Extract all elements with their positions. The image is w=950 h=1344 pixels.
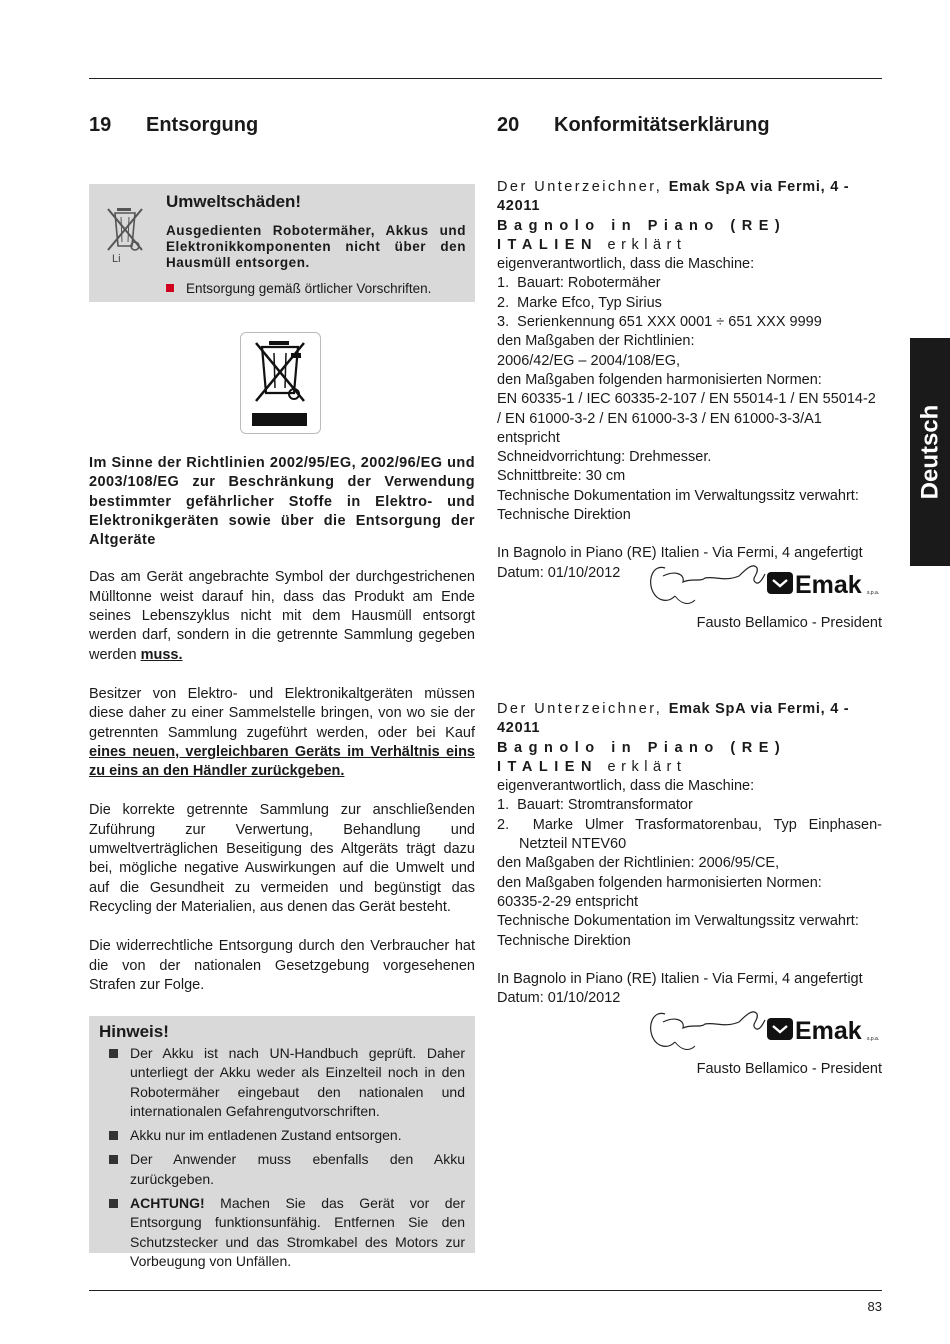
square-bullet-icon	[109, 1049, 118, 1058]
svg-text:s.p.a.: s.p.a.	[867, 1036, 880, 1042]
declaration-intro: Der Unterzeichner, Emak SpA via Fermi, 4 - 42011 Bagnolo in Piano (RE) ITALIEN erklärt	[497, 179, 850, 253]
paragraph-symbol: Das am Gerät angebrachte Symbol der durchgestrichenen Mülltonne weist darauf hin, dass das Produkt am Ende seines Lebenszyklus nicht mit dem Hausmüll entsorgt werden darf, sondern in die getrennte Sammlung gegeben werden muss.	[89, 569, 475, 663]
signature-logo-1	[645, 556, 885, 611]
list-item: Akku nur im entladenen Zustand entsorgen.	[89, 1126, 465, 1145]
square-bullet-icon	[109, 1199, 118, 1208]
language-tab: Deutsch	[910, 338, 950, 566]
note-box	[89, 1016, 475, 1269]
crossed-bin-battery-icon	[105, 204, 145, 264]
list-item: Der Akku ist nach UN-Handbuch geprüft. Daher unterliegt der Akku weder als Einzelteil noch in den Robotermäher eingebaut den nationalen und internationalen Gefahrengutvorschriften.	[89, 1044, 465, 1121]
svg-text:Li: Li	[112, 253, 121, 264]
list-item: 1. Bauart: Stromtransformator	[497, 797, 693, 814]
warning-bullet: Entsorgung gemäß örtlicher Vorschriften.	[166, 279, 431, 298]
declaration-robot-mower	[497, 178, 882, 583]
svg-text:Emak: Emak	[795, 1017, 862, 1045]
declaration-line: den Maßgaben folgenden harmonisierten Normen:	[497, 874, 822, 891]
declaration-line: Technische Dokumentation im Verwaltungssitz verwahrt: Technische Direktion	[497, 913, 859, 949]
directive-heading: Im Sinne der Richtlinien 2002/95/EG, 2002/96/EG und 2003/108/EG zur Beschränkung der Verwendung bestimmter gefährlicher Stoffe in Elektro- und Elektronikgeräten sowie über die Entsorgung der Altgeräte	[89, 455, 475, 549]
warning-title: Umweltschäden!	[166, 192, 302, 211]
declaration-list	[497, 796, 882, 854]
square-bullet-icon	[109, 1155, 118, 1164]
list-item: ACHTUNG! Machen Sie das Gerät vor der Entsorgung funktionsunfähig. Entfernen Sie den Schutzstecker und das Stromkabel des Motors zur Vorbeugung von Unfällen.	[89, 1194, 465, 1271]
disposal-text	[89, 454, 475, 995]
warning-body: Ausgedienten Robotermäher, Akkus und Elektronikkomponenten nicht über den Hausmüll entsorgen.	[166, 223, 466, 270]
declaration-date: Datum: 01/10/2012	[497, 564, 621, 581]
top-rule	[89, 78, 882, 79]
declaration-line: den Maßgaben der Richtlinien:	[497, 333, 695, 350]
section-20-heading: 20 Konformitätserklärung	[497, 114, 770, 136]
declaration-line: Schneidvorrichtung: Drehmesser.	[497, 449, 712, 466]
list-item: 1. Bauart: Robotermäher	[497, 275, 661, 292]
section-19-heading: 19 Entsorgung	[89, 114, 259, 136]
paragraph-owners: Besitzer von Elektro- und Elektronikaltgeräten müssen diese daher zu einer Sammelstelle bringen, von wo sie der getrennten Sammlung zugeführt werden, oder bei Kauf eines neuen, vergleichbaren Geräts im Verhältnis eins zu eins an den Händler zurückgeben.	[89, 685, 475, 780]
declaration-line: eigenverantwortlich, dass die Maschine:	[497, 778, 755, 795]
note-list	[89, 1044, 465, 1276]
list-item: 2. Marke Ulmer Trasformatorenbau, Typ Einphasen-Netzteil NTEV60	[497, 816, 882, 853]
declaration-line: Technische Dokumentation im Verwaltungssitz verwahrt: Technische Direktion	[497, 487, 859, 524]
paragraph-penalty: Die widerrechtliche Entsorgung durch den Verbraucher hat die von der nationalen Gesetzgebung vorgesehenen Strafen zur Folge.	[89, 938, 475, 993]
paragraph-collection: Die korrekte getrennte Sammlung zur anschließenden Zuführung zur Verwertung, Behandlung und umweltverträglichen Beseitigung des Altgeräts trägt dazu bei, mögliche negative Auswirkungen auf die Umwelt und auf die Gesundheit zu vermeiden und begünstigt das Recycling der Materialien, aus denen das Gerät besteht.	[89, 802, 475, 915]
environment-warning-box	[89, 184, 475, 302]
declaration-line: eigenverantwortlich, dass die Maschine:	[497, 256, 755, 273]
bottom-rule	[89, 1290, 882, 1291]
red-bullet-icon	[166, 284, 174, 292]
declaration-transformer	[497, 700, 882, 1008]
declaration-list	[497, 274, 882, 332]
signer-name: Fausto Bellamico - President	[696, 1061, 882, 1077]
list-item: Der Anwender muss ebenfalls den Akku zurückgeben.	[89, 1150, 465, 1189]
signature-logo-2	[645, 1002, 885, 1057]
declaration-line: 60335-2-29 entspricht	[497, 893, 639, 910]
list-item: 3. Serienkennung 651 XXX 0001 ÷ 651 XXX 9999	[497, 314, 822, 331]
svg-text:s.p.a.: s.p.a.	[867, 590, 880, 596]
declaration-date: Datum: 01/10/2012	[497, 990, 621, 1007]
declaration-line: den Maßgaben folgenden harmonisierten Normen:	[497, 371, 822, 388]
declaration-intro: Der Unterzeichner, Emak SpA via Fermi, 4 - 42011 Bagnolo in Piano (RE) ITALIEN erklärt	[497, 701, 850, 775]
declaration-line: den Maßgaben der Richtlinien: 2006/95/CE,	[497, 855, 780, 872]
declaration-line: 2006/42/EG – 2004/108/EG,	[497, 352, 680, 369]
square-bullet-icon	[109, 1131, 118, 1140]
list-item: 2. Marke Efco, Typ Sirius	[497, 294, 662, 311]
signer-name: Fausto Bellamico - President	[696, 615, 882, 631]
svg-text:Emak: Emak	[795, 571, 862, 599]
declaration-line: EN 60335-1 / IEC 60335-2-107 / EN 55014-1 / EN 55014-2 / EN 61000-3-2 / EN 61000-3-3 / EN 61000-3-3/A1 entspricht	[497, 391, 876, 446]
page-number: 83	[867, 1299, 882, 1314]
note-title: Hinweis!	[99, 1022, 169, 1041]
declaration-place: In Bagnolo in Piano (RE) Italien - Via Fermi, 4 angefertigt	[497, 970, 863, 987]
declaration-line: Schnittbreite: 30 cm	[497, 468, 626, 485]
weee-crossed-bin-icon	[240, 332, 321, 434]
declaration-place: In Bagnolo in Piano (RE) Italien - Via Fermi, 4 angefertigt	[497, 545, 863, 562]
